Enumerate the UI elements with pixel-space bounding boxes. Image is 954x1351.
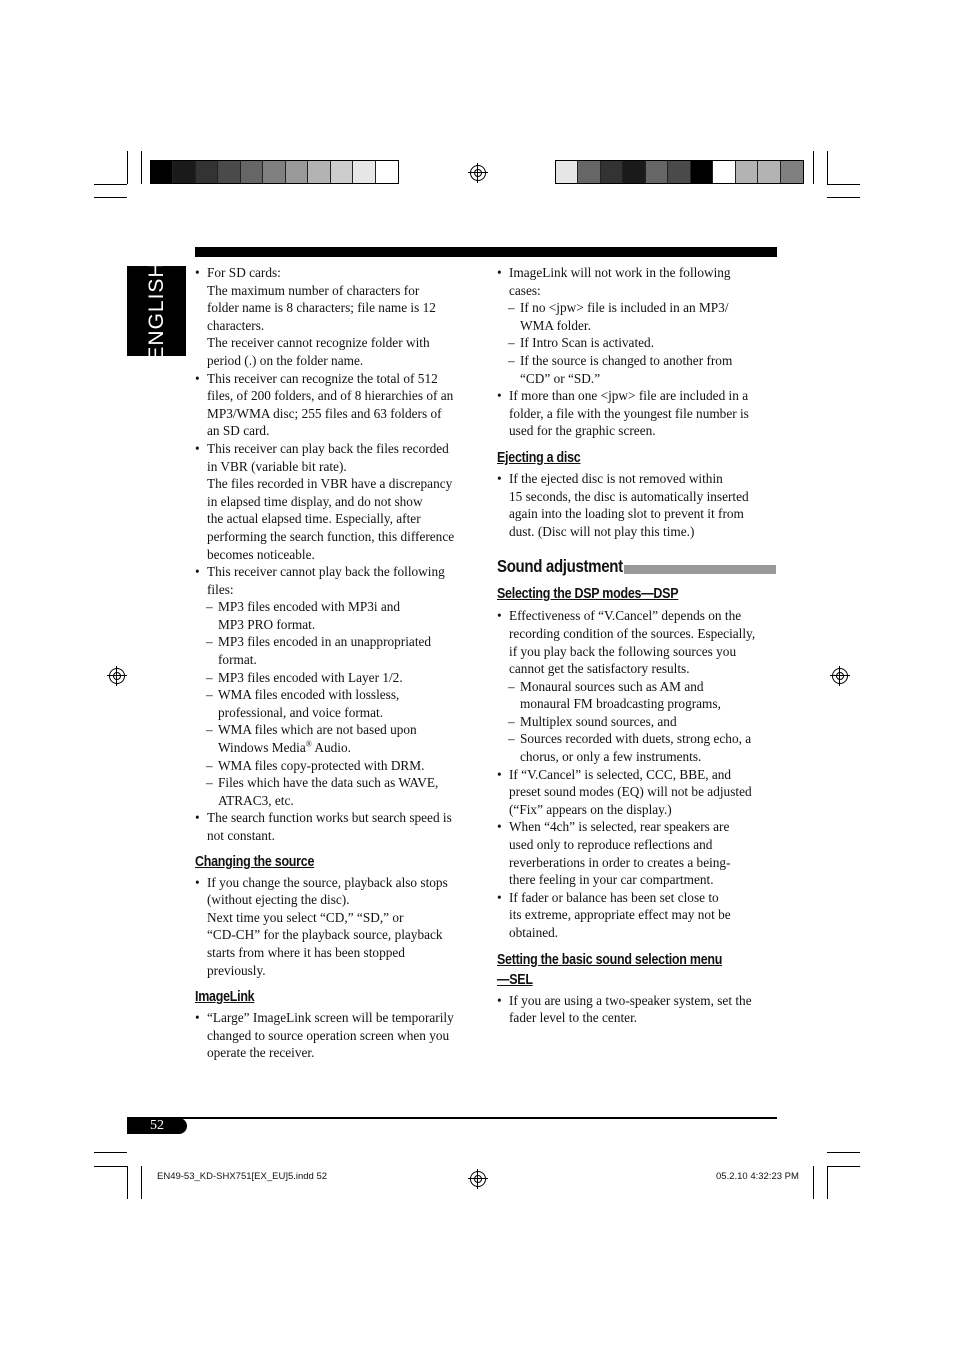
list-item: • This receiver can play back the files recorded in VBR (variable bit rate). The files recorded in VBR have a discrepancy in elapsed time display, and do not show the actual elapsed time. Especially, after performing the search function, this difference becomes noticeable. bbox=[195, 440, 481, 563]
crop-mark bbox=[94, 197, 127, 198]
color-swatch bbox=[308, 161, 330, 183]
color-swatch bbox=[263, 161, 285, 183]
list-item: • If you are using a two-speaker system, set the fader level to the center. bbox=[497, 992, 779, 1027]
footer-file-info: EN49-53_KD-SHX751[EX_EU]5.indd 52 bbox=[157, 1171, 328, 1182]
crop-mark bbox=[94, 184, 127, 185]
sub-list-item: – WMA files which are not based upon Windows Media® Audio. bbox=[195, 721, 481, 756]
crop-mark bbox=[827, 1166, 828, 1199]
sub-list-item: – Sources recorded with duets, strong echo, a chorus, or only a few instruments. bbox=[497, 730, 779, 765]
color-swatch bbox=[601, 161, 623, 183]
list-item: • If more than one <jpw> file are included in a folder, a file with the youngest file number is used for the graphic screen. bbox=[497, 387, 779, 440]
color-swatch bbox=[646, 161, 668, 183]
list-item: • ImageLink will not work in the following cases: bbox=[497, 264, 779, 299]
list-item: • “Large” ImageLink screen will be temporarily changed to source operation screen when you operate the receiver. bbox=[195, 1009, 481, 1062]
registration-target-icon bbox=[470, 165, 486, 181]
color-swatch bbox=[218, 161, 240, 183]
sub-list-item: – Monaural sources such as AM and monaural FM broadcasting programs, bbox=[497, 678, 779, 713]
heading-changing-source: Changing the source bbox=[195, 853, 315, 870]
left-column bbox=[195, 264, 481, 1062]
color-swatch bbox=[713, 161, 735, 183]
section-title: Sound adjustment bbox=[497, 556, 623, 577]
sub-list-item: – WMA files copy-protected with DRM. bbox=[195, 757, 481, 775]
list-item: • If “V.Cancel” is selected, CCC, BBE, and preset sound modes (EQ) will not be adjusted (“Fix” appears on the display.) bbox=[497, 766, 779, 819]
sub-list-item: – If no <jpw> file is included in an MP3/ WMA folder. bbox=[497, 299, 779, 334]
color-swatch bbox=[331, 161, 353, 183]
heading-sound-selection-menu: Setting the basic sound selection menu —SEL bbox=[497, 951, 723, 988]
color-swatch bbox=[376, 161, 398, 183]
sub-list-item: – Files which have the data such as WAVE, ATRAC3, etc. bbox=[195, 774, 481, 809]
crop-mark bbox=[127, 1166, 128, 1199]
color-swatch bbox=[781, 161, 803, 183]
crop-mark bbox=[141, 1166, 142, 1199]
footer-timestamp: 05.2.10 4:32:23 PM bbox=[716, 1171, 799, 1182]
sub-list-item: – MP3 files encoded with Layer 1/2. bbox=[195, 669, 481, 687]
color-swatch bbox=[196, 161, 218, 183]
right-column bbox=[497, 264, 779, 1027]
crop-mark bbox=[127, 151, 128, 184]
crop-mark bbox=[827, 184, 860, 185]
list-item: • For SD cards: The maximum number of characters for folder name is 8 characters; file name is 12 characters. The receiver cannot recognize folder with period (.) on the folder name. bbox=[195, 264, 481, 370]
crop-mark bbox=[827, 197, 860, 198]
crop-mark bbox=[141, 151, 142, 184]
language-tab-label: ENGLISH bbox=[144, 261, 168, 361]
sub-list-item: – MP3 files encoded with MP3i and MP3 PRO format. bbox=[195, 598, 481, 633]
sub-list-item: – MP3 files encoded in an unappropriated format. bbox=[195, 633, 481, 668]
color-swatch bbox=[736, 161, 758, 183]
color-swatch bbox=[173, 161, 195, 183]
page-number: 52 bbox=[127, 1118, 187, 1134]
crop-mark bbox=[813, 151, 814, 184]
crop-mark bbox=[94, 1152, 127, 1153]
sub-list-item: – Multiplex sound sources, and bbox=[497, 713, 779, 731]
color-calibration-bar-left bbox=[150, 160, 399, 184]
list-item: • When “4ch” is selected, rear speakers are used only to reproduce reflections and reverberations in order to creates a being- there feeling in your car compartment. bbox=[497, 818, 779, 888]
color-swatch bbox=[578, 161, 600, 183]
color-swatch bbox=[691, 161, 713, 183]
registration-target-icon bbox=[832, 668, 848, 684]
list-item: • Effectiveness of “V.Cancel” depends on the recording condition of the sources. Especially, if you play back the following sources you cannot get the satisfactory results. bbox=[497, 607, 779, 677]
color-swatch bbox=[668, 161, 690, 183]
list-item: • The search function works but search speed is not constant. bbox=[195, 809, 481, 844]
crop-mark bbox=[94, 1166, 127, 1167]
list-item: • If you change the source, playback also stops (without ejecting the disc). Next time you select “CD,” “SD,” or “CD-CH” for the playback source, playback starts from where it has been stopped previously. bbox=[195, 874, 481, 980]
list-item: • This receiver can recognize the total of 512 files, of 200 folders, and of 8 hierarchies of an MP3/WMA disc; 255 files and 63 folders of an SD card. bbox=[195, 370, 481, 440]
footer-rule bbox=[127, 1117, 777, 1119]
registration-target-icon bbox=[109, 668, 125, 684]
sub-list-item: – If the source is changed to another from “CD” or “SD.” bbox=[497, 352, 779, 387]
list-item: • This receiver cannot play back the following files: bbox=[195, 563, 481, 598]
heading-imagelink: ImageLink bbox=[195, 989, 255, 1006]
sub-list-item: – If Intro Scan is activated. bbox=[497, 334, 779, 352]
color-swatch bbox=[556, 161, 578, 183]
crop-mark bbox=[827, 1152, 860, 1153]
heading-dsp-modes: Selecting the DSP modes—DSP bbox=[497, 586, 679, 603]
list-item: • If the ejected disc is not removed within 15 seconds, the disc is automatically inserted again into the loading slot to prevent it from dust. (Disc will not play this time.) bbox=[497, 470, 779, 540]
crop-mark bbox=[813, 1166, 814, 1199]
crop-mark bbox=[827, 1166, 860, 1167]
color-swatch bbox=[151, 161, 173, 183]
sub-list-item: – WMA files encoded with lossless, professional, and voice format. bbox=[195, 686, 481, 721]
language-tab bbox=[127, 261, 186, 361]
registration-target-icon bbox=[470, 1171, 486, 1187]
section-rule bbox=[624, 565, 776, 574]
color-swatch bbox=[286, 161, 308, 183]
crop-mark bbox=[827, 151, 828, 184]
list-item: • If fader or balance has been set close to its extreme, appropriate effect may not be obtained. bbox=[497, 889, 779, 942]
color-swatch bbox=[353, 161, 375, 183]
color-swatch bbox=[623, 161, 645, 183]
color-calibration-bar-right bbox=[555, 160, 804, 184]
color-swatch bbox=[241, 161, 263, 183]
section-sound-adjustment bbox=[497, 558, 779, 582]
header-rule bbox=[195, 247, 777, 257]
color-swatch bbox=[758, 161, 780, 183]
heading-ejecting-disc: Ejecting a disc bbox=[497, 449, 581, 466]
